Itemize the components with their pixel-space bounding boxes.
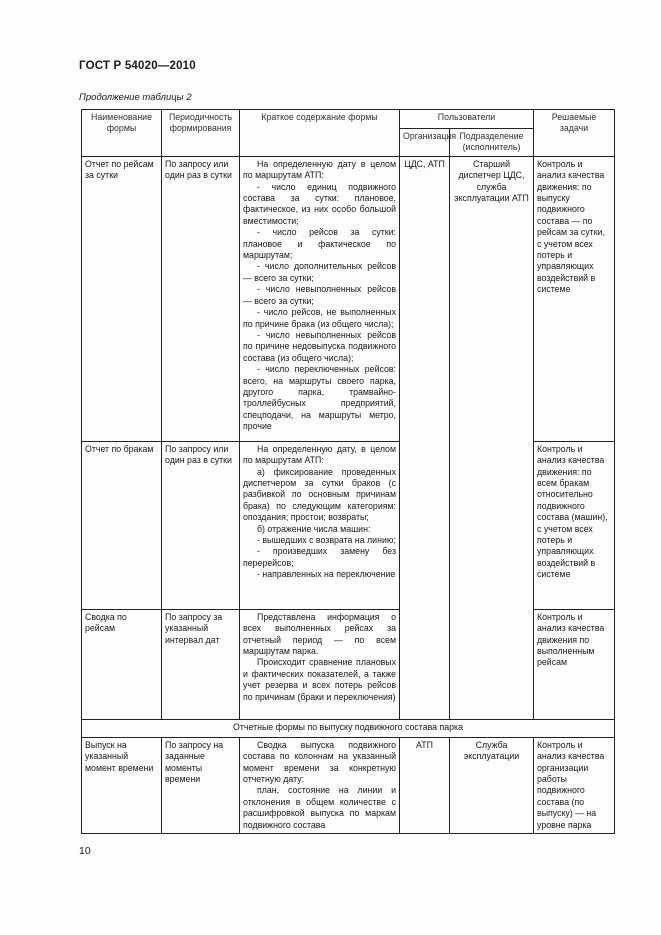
col-header-tasks: Решаемые задачи (534, 110, 615, 157)
form-name-cell: Отчет по рейсам за сутки (82, 156, 162, 441)
content-line: - число единиц подвижного состава за сутки: плановое, фактическое, из них особо большой вместимости; (243, 181, 396, 226)
page-number: 10 (79, 845, 91, 857)
content-cell (240, 737, 400, 833)
table-row (82, 737, 615, 833)
form-name-cell: Отчет по бракам (82, 441, 162, 609)
content-line: Сводка выпуска подвижного состава по колоннам на указанный момент времени за конкретную отчетную дату: (243, 739, 396, 785)
col-header-subdivision: Подразделение (исполнитель) (450, 129, 534, 157)
content-line: Представлена информация о всех выполненных рейсах за отчетный период — по всем маршрутам парка. (243, 611, 396, 657)
tasks-cell: Контроль и анализ качества движения: по выпуску подвижного состава — по рейсам за сутки, с учетом всех потерь и управляющих воздействий в системе (534, 156, 615, 441)
organization-cell: ЦДС, АТП (400, 156, 450, 719)
periodicity-cell: По запросу на заданные моменты времени (162, 737, 240, 833)
periodicity-cell: По запросу или один раз в сутки (162, 441, 240, 609)
standard-title: ГОСТ Р 54020—2010 (79, 60, 196, 72)
col-header-content: Краткое содержание формы (240, 110, 400, 157)
content-line: - число невыполненных рейсов по причине недовыпуска подвижного состава (из общего числа); (243, 329, 396, 363)
form-name-cell: Выпуск на указанный момент времени (82, 737, 162, 833)
content-line: - число рейсов, не выполненных по причине брака (из общего числа); (243, 307, 396, 329)
content-line: б) отражение числа машин: (257, 523, 371, 534)
periodicity-cell: По запросу за указанный интервал дат (162, 609, 240, 719)
tasks-cell: Контроль и анализ качества движения по выполненным рейсам (534, 609, 615, 719)
table-row (82, 441, 615, 609)
content-line: - число рейсов за сутки: плановое и фактическое по маршрутам; (243, 227, 396, 261)
form-name-cell: Сводка по рейсам (82, 609, 162, 719)
col-header-name: Наименование формы (82, 110, 162, 157)
subdivision-cell: Служба эксплуатации (450, 737, 534, 833)
table-row (82, 156, 615, 441)
content-cell (240, 441, 400, 609)
content-line: - число переключенных рейсов: всего, на маршруты своего парка, другого парка, трамвайно-троллейбусных предприятий, спецподачи, на маршруты метро, прочие (243, 364, 396, 432)
forms-table (81, 109, 615, 834)
col-header-organization: Организация (400, 129, 450, 157)
section-title: Отчетные формы по выпуску подвижного состава парка (82, 719, 615, 737)
content-line: - направленных на переключение (257, 569, 396, 580)
content-line: план, состояние на линии и отклонения в общем количестве с расшифровкой выпуска по маркам подвижного состава (243, 785, 396, 830)
content-line: - число невыполненных рейсов — всего за сутки; (243, 284, 396, 306)
content-line: Происходит сравнение плановых и фактических показателей, а также учет резерва и всех потерь рейсов по причинам (браки и переключения) (243, 657, 396, 702)
tasks-cell: Контроль и анализ качества организации работы подвижного состава (по выпуску) — на уровне парка (534, 737, 615, 833)
content-cell (240, 156, 400, 441)
content-line: - число дополнительных рейсов — всего за сутки; (243, 261, 396, 283)
table-row (82, 609, 615, 719)
periodicity-cell: По запросу или один раз в сутки (162, 156, 240, 441)
content-line: а) фиксирование проведенных диспетчером за сутки браков (с разбивкой по основным причинам брака) по следующим категориям: опоздания; простои; возвраты; (243, 466, 396, 523)
content-line: - вышедших с возврата на линию; (257, 535, 396, 546)
col-header-periodicity: Периодичность формирования (162, 110, 240, 157)
tasks-cell: Контроль и анализ качества движения: по всем бракам относительно подвижного состава (машин), с учетом всех потерь и управляющих воздействий в системе (534, 441, 615, 609)
content-line: На определенную дату, в целом по маршрутам АТП: (243, 443, 396, 466)
content-cell (240, 609, 400, 719)
col-header-users: Пользователи (400, 110, 534, 129)
subdivision-cell: Старший диспетчер ЦДС, служба эксплуатации АТП (450, 156, 534, 719)
content-line: На определенную дату в целом по маршрутам АТП: (243, 158, 396, 181)
table-continuation-label: Продолжение таблицы 2 (79, 92, 192, 103)
content-line: - произведших замену без перерейсов; (243, 546, 396, 568)
organization-cell: АТП (400, 737, 450, 833)
